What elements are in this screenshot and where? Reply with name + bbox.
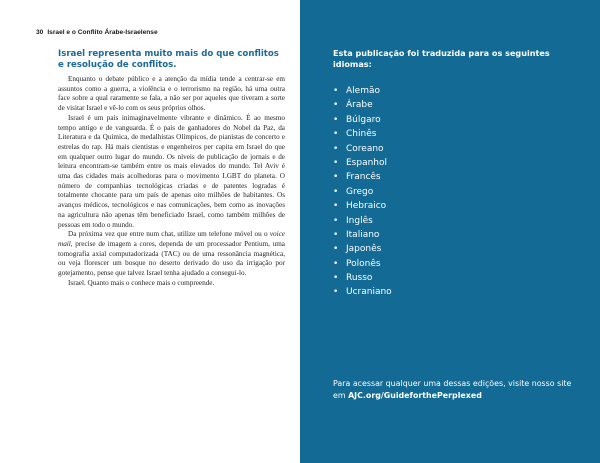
bullet-icon: •: [333, 229, 339, 240]
language-item: [333, 113, 392, 127]
website-link[interactable]: AJC.org/GuideforthePerplexed: [348, 390, 482, 400]
bullet-icon: •: [333, 143, 339, 154]
language-label: Ucraniano: [346, 287, 392, 298]
bullet-icon: •: [333, 186, 339, 197]
language-item: [333, 98, 392, 112]
footer-text: Para acessar qualquer uma dessas edições, visite nosso site em: [333, 379, 572, 400]
bullet-icon: •: [333, 114, 339, 125]
bullet-icon: •: [333, 86, 339, 96]
paragraph-3: [58, 230, 285, 279]
language-label: Italiano: [346, 229, 380, 240]
language-label: Chinês: [346, 129, 377, 140]
language-item: [333, 257, 392, 271]
page-number: 30: [36, 29, 44, 36]
bullet-icon: •: [333, 129, 339, 140]
language-item: [333, 156, 392, 170]
language-item: [333, 142, 392, 156]
language-item: [333, 271, 392, 285]
bullet-icon: •: [333, 157, 339, 168]
language-label: Russo: [346, 273, 373, 284]
translations-intro: Esta publicação foi traduzida para os seguintes idiomas:: [333, 48, 550, 69]
paragraph-3-end: , precise de imagem a cores, dependa de um processador Pentium, uma tomografia axial computadorizada (TAC) ou de uma ressonância magnética, ou veja florescer um bosque no deserto derivado do uso da irrigação por gotejamento, pense que talvez Israel tenha ajudado a consegui-lo.: [58, 239, 285, 278]
paragraph-1: Enquanto o debate público e a atenção da mídia tende a centrar-se em assuntos como a guerra, a violência e o terrorismo na região, há uma outra face sobre a qual raramente se fala, a não ser por aqueles que tiveram a sorte de visitar Israel e vê-lo com os seus próprios olhos.: [58, 75, 285, 113]
language-item: [333, 242, 392, 256]
running-header-title: Israel e o Conflito Árabe-Israelense: [47, 29, 158, 36]
language-label: Espanhol: [346, 157, 388, 168]
language-label: Coreano: [346, 143, 384, 154]
bullet-icon: •: [333, 215, 339, 226]
language-item: [333, 214, 392, 228]
language-label: Alemão: [346, 86, 380, 96]
language-item: [333, 127, 392, 141]
language-label: Grego: [346, 186, 374, 197]
language-label: Polonês: [346, 258, 381, 269]
bullet-icon: •: [333, 201, 339, 212]
bullet-icon: •: [333, 100, 339, 111]
paragraph-3-italic: voice mail: [58, 230, 285, 248]
language-label: Búlgaro: [346, 114, 381, 125]
language-list: [333, 84, 392, 300]
section-heading: Israel representa muito mais do que conflitos e resolução de conflitos.: [58, 49, 279, 70]
language-item: [333, 199, 392, 213]
language-label: Japonês: [346, 244, 382, 255]
language-label: Inglês: [346, 215, 373, 226]
footer-note: [333, 378, 578, 401]
language-label: Árabe: [346, 100, 373, 111]
bullet-icon: •: [333, 172, 339, 183]
language-label: Hebraico: [346, 201, 387, 212]
bullet-icon: •: [333, 244, 339, 255]
paragraph-4: Israel. Quanto mais o conhece mais o compreende.: [68, 278, 215, 287]
language-item: [333, 84, 392, 98]
language-label: Francês: [346, 172, 381, 183]
language-item: [333, 170, 392, 184]
language-item: [333, 285, 392, 299]
body-text: [58, 75, 285, 288]
paragraph-3-start: Da próxima vez que entre num chat, utilize um telefone móvel ou o: [68, 230, 270, 239]
bullet-icon: •: [333, 273, 339, 284]
running-header: [36, 29, 158, 36]
language-item: [333, 185, 392, 199]
bullet-icon: •: [333, 287, 339, 298]
language-item: [333, 228, 392, 242]
paragraph-2: Israel é um país inimaginavelmente vibrante e dinâmico. É ao mesmo tempo antigo e de vanguarda. É o país de ganhadores do Nobel da Paz, da Literatura e da Química, de medalhistas Olímpicos, de pianistas de concerto e estrelas do rap. Há mais cientistas e engenheiros per capita em Israel do que em qualquer outro lugar do mundo. Os níveis de publicação de jornais e de leitura encontram-se também entre os mais elevados do mundo. Tel Aviv é uma das cidades mais acolhedoras para o movimento LGBT do planeta. O número de companhias tecnológicas criadas e de patentes logradas é totalmente chocante para um país de apenas oito milhões de habitantes. Os avanços médicos, tecnológicos e nas comunicações, bem como as inovações na agricultura não apenas têm beneficiado Israel, como também milhões de pessoas em todo o mundo.: [58, 113, 285, 229]
bullet-icon: •: [333, 258, 339, 269]
